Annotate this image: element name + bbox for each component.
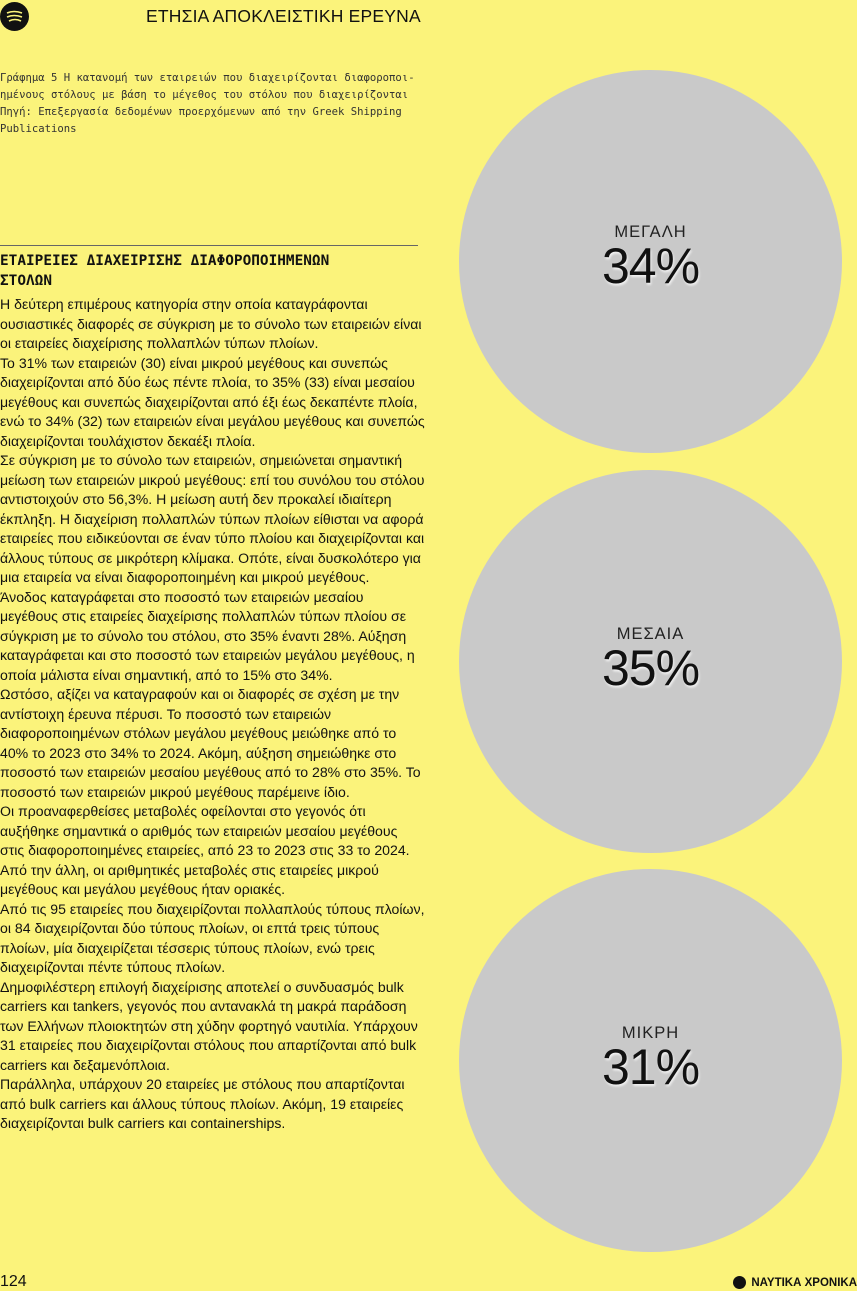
article-body	[0, 295, 425, 1134]
section-divider	[0, 245, 418, 246]
page-header-title: ΕΤΗΣΙΑ ΑΠΟΚΛΕΙΣΤΙΚΗ ΕΡΕΥΝΑ	[146, 6, 421, 26]
bubble-category-label: ΜΙΚΡΗ	[621, 1024, 680, 1042]
caption-line: Publications	[0, 123, 77, 135]
publication-logo-icon	[0, 2, 29, 31]
chart-bubble-small	[459, 869, 842, 1252]
paragraph: Από τις 95 εταιρείες που διαχειρίζονται πολλαπλούς τύπους πλοίων, οι 84 διαχειρίζονται δύο τύπους πλοίων, οι επτά τρεις τύπους πλοίων, μία διαχειρίζεται τέσσερις τύπους πλοίων, ενώ τρεις διαχειρίζονται πέντε τύπους πλοίων.	[0, 900, 425, 975]
caption-line: Πηγή: Επεξεργασία δεδομένων προερχόμενων από την Greek Shipping	[0, 106, 402, 118]
chart-bubble-large	[459, 70, 842, 453]
paragraph: Άνοδος καταγράφεται στο ποσοστό των εταιρειών μεσαίου μεγέθους στις εταιρείες διαχείρισης πολλαπλών τύπων πλοίου σε σύγκριση με το σύνολο του στόλου, στο 35% έναντι 28%. Αύξηση καταγράφεται και στο ποσοστό των εταιρειών μεγάλου μεγέθους, η οποία μάλιστα είναι σημαντική, από το 15% στο 34%.	[0, 588, 415, 683]
bubble-category-label: ΜΕΣΑΙΑ	[616, 625, 685, 643]
paragraph: Οι προαναφερθείσες μεταβολές οφείλονται στο γεγονός ότι αυξήθηκε σημαντικά ο αριθμός των εταιρειών μεσαίου μεγέθους στις διαφοροποιημένες εταιρείες, από 23 το 2023 στις 33 το 2024. Από την άλλη, οι αριθμητικές μεταβολές στις εταιρείες μικρού μεγέθους και μεγάλου μεγέθους ήταν οριακές.	[0, 803, 410, 897]
paragraph: Το 31% των εταιρειών (30) είναι μικρού μεγέθους και συνεπώς διαχειρίζονται από δύο έως πέντε πλοία, το 35% (33) είναι μεσαίου μεγέθους και συνεπώς διαχειρίζονται από έξι έως δεκαπέντε πλοία, ενώ το 34% (32) των εταιρειών είναι μεγάλου μεγέθους και συνεπώς διαχειρίζονται τουλάχιστον δεκαέξι πλοία.	[0, 354, 425, 449]
paragraph: Ωστόσο, αξίζει να καταγραφούν και οι διαφορές σε σχέση με την αντίστοιχη έρευνα πέρυσι. Το ποσοστό των εταιρειών διαφοροποιημένων στόλων μεγάλου μεγέθους μειώθηκε από το 40% το 2023 στο 34% το 2024. Ακόμη, αύξηση σημειώθηκε στο ποσοστό των εταιρειών μεσαίου μεγέθους από το 28% στο 35%. Το ποσοστό των εταιρειών μικρού μεγέθους παρέμεινε ίδιο.	[0, 686, 421, 800]
bubble-value-label: 35%	[601, 640, 700, 696]
paragraph: Δημοφιλέστερη επιλογή διαχείρισης αποτελεί ο συνδυασμός bulk carriers και tankers, γεγονός που αντανακλά τη μακρά παράδοση των Ελλήνων πλοιοκτητών στη χύδην φορτηγό ναυτιλία. Υπάρχουν 31 εταιρείες που διαχειρίζονται στόλους που απαρτίζονται από bulk carriers και δεξαμενόπλοια.	[0, 978, 418, 1073]
paragraph: Σε σύγκριση με το σύνολο των εταιρειών, σημειώνεται σημαντική μείωση των εταιρειών μικρού μεγέθους: επί του συνόλου του στόλου αντιστοιχούν στο 56,3%. Η μείωση αυτή δεν προκαλεί ιδιαίτερη έκπληξη. Η διαχείριση πολλαπλών τύπων πλοίων είθισται να αφορά εταιρείες που ειδικεύονται σε έναν τύπο πλοίου και διαχειρίζονται και άλλους τύπους σε μικρότερη κλίμακα. Οπότε, είναι δυσκολότερο για μια εταιρεία να είναι διαφοροποιημένη και μικρού μεγέθους.	[0, 452, 425, 585]
caption-line: Γράφημα 5 Η κατανομή των εταιρειών που διαχειρίζονται διαφοροποι-	[0, 72, 415, 84]
bubble-category-label: ΜΕΓΑΛΗ	[614, 223, 687, 241]
footer-brand	[733, 1276, 857, 1289]
bubble-value-label: 34%	[601, 238, 700, 294]
bubble-value-label: 31%	[601, 1039, 700, 1095]
figure-caption	[0, 70, 425, 138]
page-number: 124	[0, 1273, 27, 1290]
brand-name: ΝΑΥΤΙΚΑ ΧΡΟΝΙΚΑ	[751, 1276, 857, 1289]
caption-line: ημένους στόλους με βάση το μέγεθος του στόλου που διαχειρίζονται	[0, 89, 409, 101]
brand-logo-icon	[733, 1276, 746, 1289]
paragraph: Η δεύτερη επιμέρους κατηγορία στην οποία καταγράφονται ουσιαστικές διαφορές σε σύγκριση με το σύνολο των εταιρειών είναι οι εταιρείες διαχείρισης πολλαπλών τύπων πλοίων.	[0, 296, 422, 351]
paragraph: Παράλληλα, υπάρχουν 20 εταιρείες με στόλους που απαρτίζονται από bulk carriers και άλλους τύπους πλοίων. Ακόμη, 19 εταιρείες διαχειρίζονται bulk carriers και containerships.	[0, 1076, 405, 1131]
chart-bubble-medium	[459, 470, 842, 853]
section-heading: ΕΤΑΙΡΕΙΕΣ ΔΙΑΧΕΙΡΙΣΗΣ ΔΙΑΦΟΡΟΠΟΙΗΜΕΝΩΝ ΣΤΟΛΩΝ	[0, 253, 330, 289]
